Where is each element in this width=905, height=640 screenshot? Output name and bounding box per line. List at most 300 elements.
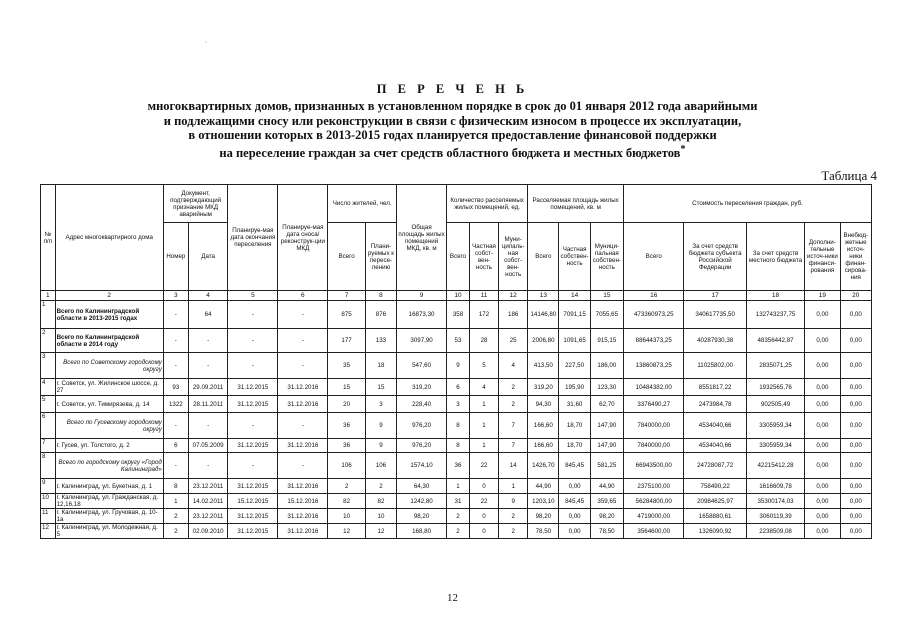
row-cell: 9 [365,439,396,453]
row-cell: 2473984,78 [684,396,746,413]
row-cell: - [188,453,228,479]
row-cell: 1932565,76 [746,379,804,396]
row-cell: 56284800,00 [624,494,684,509]
header-area-group: Расселяемая площадь жилых помещений, кв. м [528,185,624,223]
row-cell: 10 [365,509,396,524]
table-body [41,301,872,539]
header-planned-end: Планируе-мая дата окончания переселения [228,185,278,291]
row-cell: 1426,70 [528,453,559,479]
row-cell: 78,50 [528,524,559,539]
row-cell: 7 [499,439,528,453]
row-cell: - [228,413,278,439]
row-cell: 172 [469,301,498,329]
header-cost-group: Стоимость переселения граждан, руб. [624,185,872,223]
row-cell: 7840000,00 [624,439,684,453]
row-cell: 0,00 [805,479,840,494]
table-row [41,494,872,509]
subtitle-line-2: и подлежащими сносу или реконструкции в связи с физическим износом в процессе их эксплуатации, [163,113,742,128]
row-address: г. Калининград, ул. Гражданская, д. 12,16,18 [55,494,163,509]
row-cell: 31.12.2015 [228,509,278,524]
header-rooms-municipal: Муни-ципаль-ная собст-вен-ность [499,223,528,291]
row-cell: 07.05.2009 [188,439,228,453]
row-cell: 15.12.2015 [228,494,278,509]
column-number: 12 [499,291,528,301]
row-cell: 10484382,00 [624,379,684,396]
row-address: Всего по Гусевскому городскому округу [55,413,163,439]
row-cell: 1091,65 [559,329,590,353]
row-cell: 166,60 [528,413,559,439]
row-cell: 2238509,08 [746,524,804,539]
row-number: 2 [41,329,56,353]
row-cell: 31.12.2016 [278,479,328,494]
row-number: 1 [41,301,56,329]
row-number: 5 [41,396,56,413]
column-number: 3 [163,291,188,301]
row-cell: 98,20 [590,509,623,524]
row-cell: 25 [499,329,528,353]
row-cell: 22 [469,494,498,509]
row-cell: 35 [328,353,365,379]
row-cell: 0,00 [805,439,840,453]
header-area-private: Частная собствен-ность [559,223,590,291]
row-cell: 15 [365,379,396,396]
row-cell: 6 [163,439,188,453]
row-cell: 3 [365,396,396,413]
row-cell: 31.12.2015 [228,379,278,396]
row-cell: 0,00 [805,509,840,524]
row-cell: 0,00 [805,301,840,329]
row-cell: 15.12.2016 [278,494,328,509]
table-row [41,413,872,439]
table-row [41,353,872,379]
row-cell: 845,45 [559,494,590,509]
row-cell: 0,00 [840,329,871,353]
row-cell: 4534040,66 [684,439,746,453]
row-cell: 98,20 [397,509,447,524]
row-cell: 902505,49 [746,396,804,413]
row-cell: - [278,329,328,353]
row-cell: 581,25 [590,453,623,479]
header-rooms-total: Всего [447,223,470,291]
row-cell: 875 [328,301,365,329]
row-cell: 915,15 [590,329,623,353]
row-cell: - [278,413,328,439]
row-cell: 31.12.2015 [228,524,278,539]
scan-speck: · [205,40,207,46]
row-cell: 0,00 [805,413,840,439]
row-cell: 4 [469,379,498,396]
row-cell: 14.02.2011 [188,494,228,509]
row-cell: 1 [499,479,528,494]
row-cell: 31.12.2016 [278,524,328,539]
row-cell: 3376490,27 [624,396,684,413]
row-cell: 8551817,22 [684,379,746,396]
row-number: 9 [41,479,56,494]
row-cell: 228,40 [397,396,447,413]
row-cell: 20984625,97 [684,494,746,509]
row-cell: 2 [365,479,396,494]
row-cell: 94,30 [528,396,559,413]
row-cell: - [163,413,188,439]
table-row [41,439,872,453]
row-cell: 3305959,34 [746,439,804,453]
title-block [0,82,905,160]
row-cell: 0,00 [805,524,840,539]
header-residents-planned: Плани-руемых к пересе-лению [365,223,396,291]
row-cell: - [278,301,328,329]
header-residents-total: Всего [328,223,365,291]
row-cell: 1326090,92 [684,524,746,539]
row-cell: 1 [163,494,188,509]
row-number: 3 [41,353,56,379]
row-cell: 473360973,25 [624,301,684,329]
column-number: 15 [590,291,623,301]
row-cell: 7091,15 [559,301,590,329]
row-cell: 0,00 [840,439,871,453]
row-cell: 0,00 [805,329,840,353]
row-cell: 9 [447,353,470,379]
header-planned-demolition: Планируе-мая дата сноса/ реконструк-ции МКД [278,185,328,291]
row-cell: 3 [447,396,470,413]
row-cell: 23.12.2011 [188,479,228,494]
row-cell: 1 [469,413,498,439]
row-cell: 22 [469,453,498,479]
row-cell: 98,20 [528,509,559,524]
row-cell: 8 [447,413,470,439]
header-cost-total: Всего [624,223,684,291]
row-cell: 3305959,34 [746,413,804,439]
header-doc-group: Документ, подтверждающий признание МКД аварийным [163,185,228,223]
column-number: 13 [528,291,559,301]
row-cell: 1322 [163,396,188,413]
row-cell: 1242,80 [397,494,447,509]
row-cell: 23.12.2011 [188,509,228,524]
row-cell: 31.12.2016 [278,509,328,524]
row-cell: 31.12.2015 [228,396,278,413]
header-rooms-private: Частная собст-вен-ность [469,223,498,291]
row-address: г. Советск, ул. Жилинское шоссе, д. 27 [55,379,163,396]
header-rooms-group: Количество расселяемых жилых помещений, ед. [447,185,528,223]
housing-table [40,184,872,539]
row-address: г. Калининград, ул. Гручовая, д. 10-1а [55,509,163,524]
row-cell: 2 [499,509,528,524]
table-row [41,524,872,539]
header-area-sub-total: Всего [528,223,559,291]
row-cell: 166,60 [528,439,559,453]
row-cell: 413,50 [528,353,559,379]
row-cell: 28 [469,329,498,353]
header-cost-extrabudget: Внебюд-жетные источ-ники финан-сирова-ния [840,223,871,291]
row-cell: 53 [447,329,470,353]
row-cell: 02.09.2010 [188,524,228,539]
row-cell: 0,00 [559,479,590,494]
row-cell: 3564600,00 [624,524,684,539]
header-cost-additional: Дополни-тельные источ-ники финанси-рования [805,223,840,291]
row-cell: 177 [328,329,365,353]
row-cell: 18,70 [559,413,590,439]
row-cell: 1658880,61 [684,509,746,524]
row-cell: 0,00 [840,509,871,524]
row-cell: 0,00 [840,379,871,396]
row-cell: - [163,329,188,353]
row-cell: 1 [447,479,470,494]
row-cell: 4719000,00 [624,509,684,524]
header-area-total: Общая площадь жилых помещений МКД, кв. м [397,185,447,291]
row-cell: 31.12.2015 [228,439,278,453]
table-row [41,479,872,494]
table-row [41,329,872,353]
row-cell: 18 [365,353,396,379]
row-cell: 4534040,66 [684,413,746,439]
row-cell: - [188,413,228,439]
row-cell: 5 [469,353,498,379]
row-cell: 2 [447,524,470,539]
row-cell: - [163,453,188,479]
subtitle-line-1: многоквартирных домов, признанных в установленном порядке в срок до 01 января 2012 года аварийными [147,99,758,113]
header-area-municipal: Муници-пальная собствен-ность [590,223,623,291]
page-number: 12 [447,592,458,604]
row-cell: 845,45 [559,453,590,479]
row-cell: 147,90 [590,413,623,439]
row-cell: 319,20 [397,379,447,396]
row-cell: 0,00 [840,453,871,479]
row-cell: 106 [365,453,396,479]
header-cost-regional: За счет средств бюджета субъекта Российской Федерации [684,223,746,291]
row-cell: 0 [469,479,498,494]
column-number: 7 [328,291,365,301]
row-cell: 106 [328,453,365,479]
column-number: 18 [746,291,804,301]
row-cell: 66943500,00 [624,453,684,479]
header-no: № п/п [41,185,56,291]
footnote-mark: * [680,143,686,155]
row-number: 12 [41,524,56,539]
row-cell: 2006,80 [528,329,559,353]
row-cell: 31 [447,494,470,509]
row-cell: 0,00 [840,353,871,379]
row-cell: 186,00 [590,353,623,379]
row-cell: 0,00 [840,479,871,494]
row-cell: 28.11.2011 [188,396,228,413]
row-cell: 12 [328,524,365,539]
column-number: 9 [397,291,447,301]
row-number: 11 [41,509,56,524]
row-cell: 2 [163,524,188,539]
row-cell: 0,00 [840,494,871,509]
row-cell: 24728087,72 [684,453,746,479]
row-cell: 8 [447,439,470,453]
row-cell: 195,90 [559,379,590,396]
row-cell: 9 [499,494,528,509]
column-number: 5 [228,291,278,301]
row-cell: 48356442,87 [746,329,804,353]
row-cell: 358 [447,301,470,329]
row-cell: 31.12.2016 [278,396,328,413]
row-cell: 4 [499,353,528,379]
row-cell: 14146,80 [528,301,559,329]
row-address: Всего по Калининградской области в 2014 году [55,329,163,353]
column-number: 1 [41,291,56,301]
row-cell: 876 [365,301,396,329]
row-cell: 3097,90 [397,329,447,353]
row-cell: 82 [365,494,396,509]
row-cell: 82 [328,494,365,509]
row-cell: 8 [163,479,188,494]
row-cell: 31.12.2016 [278,379,328,396]
row-cell: 976,20 [397,439,447,453]
row-cell: 2 [163,509,188,524]
row-cell: 2375100,00 [624,479,684,494]
table-wrapper [40,184,872,539]
row-cell: 31.12.2015 [228,479,278,494]
row-cell: 88644373,25 [624,329,684,353]
row-cell: 319,20 [528,379,559,396]
row-cell: 1 [469,396,498,413]
column-number: 8 [365,291,396,301]
row-cell: 12 [365,524,396,539]
row-address: Всего по городскому округу «Город Калининград» [55,453,163,479]
row-cell: 976,20 [397,413,447,439]
row-number: 10 [41,494,56,509]
row-cell: 2 [328,479,365,494]
row-cell: - [228,329,278,353]
row-number: 4 [41,379,56,396]
row-cell: 7840000,00 [624,413,684,439]
row-cell: 0,00 [805,379,840,396]
row-cell: - [278,453,328,479]
row-cell: 11025802,00 [684,353,746,379]
row-cell: 13860873,25 [624,353,684,379]
row-cell: 64,30 [397,479,447,494]
row-address: г. Гусев, ул. Толстого, д. 2 [55,439,163,453]
column-number: 16 [624,291,684,301]
header-doc-date: Дата [188,223,228,291]
row-cell: 132743237,75 [746,301,804,329]
row-address: г. Калининград, ул. Молодежная, д. 5 [55,524,163,539]
row-cell: 0,00 [805,494,840,509]
row-cell: 10 [328,509,365,524]
column-number: 10 [447,291,470,301]
row-cell: 0,00 [805,453,840,479]
row-cell: - [278,353,328,379]
document-title: П Е Р Е Ч Е Н Ь [376,82,529,96]
row-cell: 227,50 [559,353,590,379]
header-cost-local: За счет средств местного бюджета [746,223,804,291]
row-cell: 0 [469,509,498,524]
table-row [41,396,872,413]
row-cell: 64 [188,301,228,329]
column-number: 4 [188,291,228,301]
row-cell: - [163,301,188,329]
row-cell: 42215412,28 [746,453,804,479]
column-number: 11 [469,291,498,301]
row-cell: 1616609,78 [746,479,804,494]
row-address: Всего по Советскому городскому округу [55,353,163,379]
row-number: 7 [41,439,56,453]
row-address: г. Советск, ул. Тимирязева, д. 14 [55,396,163,413]
row-cell: 547,60 [397,353,447,379]
row-cell: 3060119,39 [746,509,804,524]
row-cell: 7 [499,413,528,439]
header-address: Адрес многоквартирного дома [55,185,163,291]
row-cell: 2 [499,379,528,396]
row-cell: 15 [328,379,365,396]
row-cell: 0 [469,524,498,539]
row-cell: 35300174,03 [746,494,804,509]
row-cell: 40287930,38 [684,329,746,353]
row-cell: 0,00 [559,509,590,524]
row-cell: 31,60 [559,396,590,413]
row-cell: - [228,453,278,479]
row-cell: 44,90 [528,479,559,494]
table-row [41,301,872,329]
row-cell: 31.12.2016 [278,439,328,453]
row-cell: 1574,10 [397,453,447,479]
row-cell: 359,65 [590,494,623,509]
row-cell: 93 [163,379,188,396]
row-cell: 78,50 [590,524,623,539]
column-number: 20 [840,291,871,301]
row-cell: 0,00 [840,524,871,539]
row-address: г. Калининград, ул. Букетная, д. 1 [55,479,163,494]
column-number: 17 [684,291,746,301]
table-row [41,453,872,479]
row-cell: 36 [447,453,470,479]
row-cell: 1203,10 [528,494,559,509]
row-cell: 0,00 [840,413,871,439]
row-cell: 18,70 [559,439,590,453]
column-number: 6 [278,291,328,301]
row-cell: 186 [499,301,528,329]
row-cell: 9 [365,413,396,439]
subtitle-line-4-text: на переселение граждан за счет средств областного бюджета и местных бюджетов [219,145,681,160]
row-cell: 2 [447,509,470,524]
row-cell: 340617735,50 [684,301,746,329]
row-cell: 36 [328,413,365,439]
subtitle-line-4 [0,143,905,161]
row-cell: 2835071,25 [746,353,804,379]
row-cell: 44,90 [590,479,623,494]
row-cell: 1 [469,439,498,453]
column-number-row [41,291,872,301]
header-residents-group: Число жителей, чел. [328,185,397,223]
row-cell: - [228,301,278,329]
row-cell: 0,00 [805,353,840,379]
row-cell: 0,00 [805,396,840,413]
table-row [41,509,872,524]
column-number: 14 [559,291,590,301]
row-cell: 2 [499,396,528,413]
row-cell: 123,30 [590,379,623,396]
row-cell: 7055,65 [590,301,623,329]
table-label: Таблица 4 [821,168,877,183]
row-cell: 6 [447,379,470,396]
row-cell: - [163,353,188,379]
row-number: 8 [41,453,56,479]
column-number: 2 [55,291,163,301]
row-address: Всего по Калининградской области в 2013-2015 годах [55,301,163,329]
row-cell: 758490,22 [684,479,746,494]
row-number: 6 [41,413,56,439]
row-cell: 0,00 [840,396,871,413]
row-cell: 62,70 [590,396,623,413]
row-cell: 133 [365,329,396,353]
row-cell: - [228,353,278,379]
row-cell: 29.09.2011 [188,379,228,396]
row-cell: 0,00 [840,301,871,329]
row-cell: 20 [328,396,365,413]
subtitle-line-3: в отношении которых в 2013-2015 годах планируется предоставление финансовой поддержки [188,128,717,142]
